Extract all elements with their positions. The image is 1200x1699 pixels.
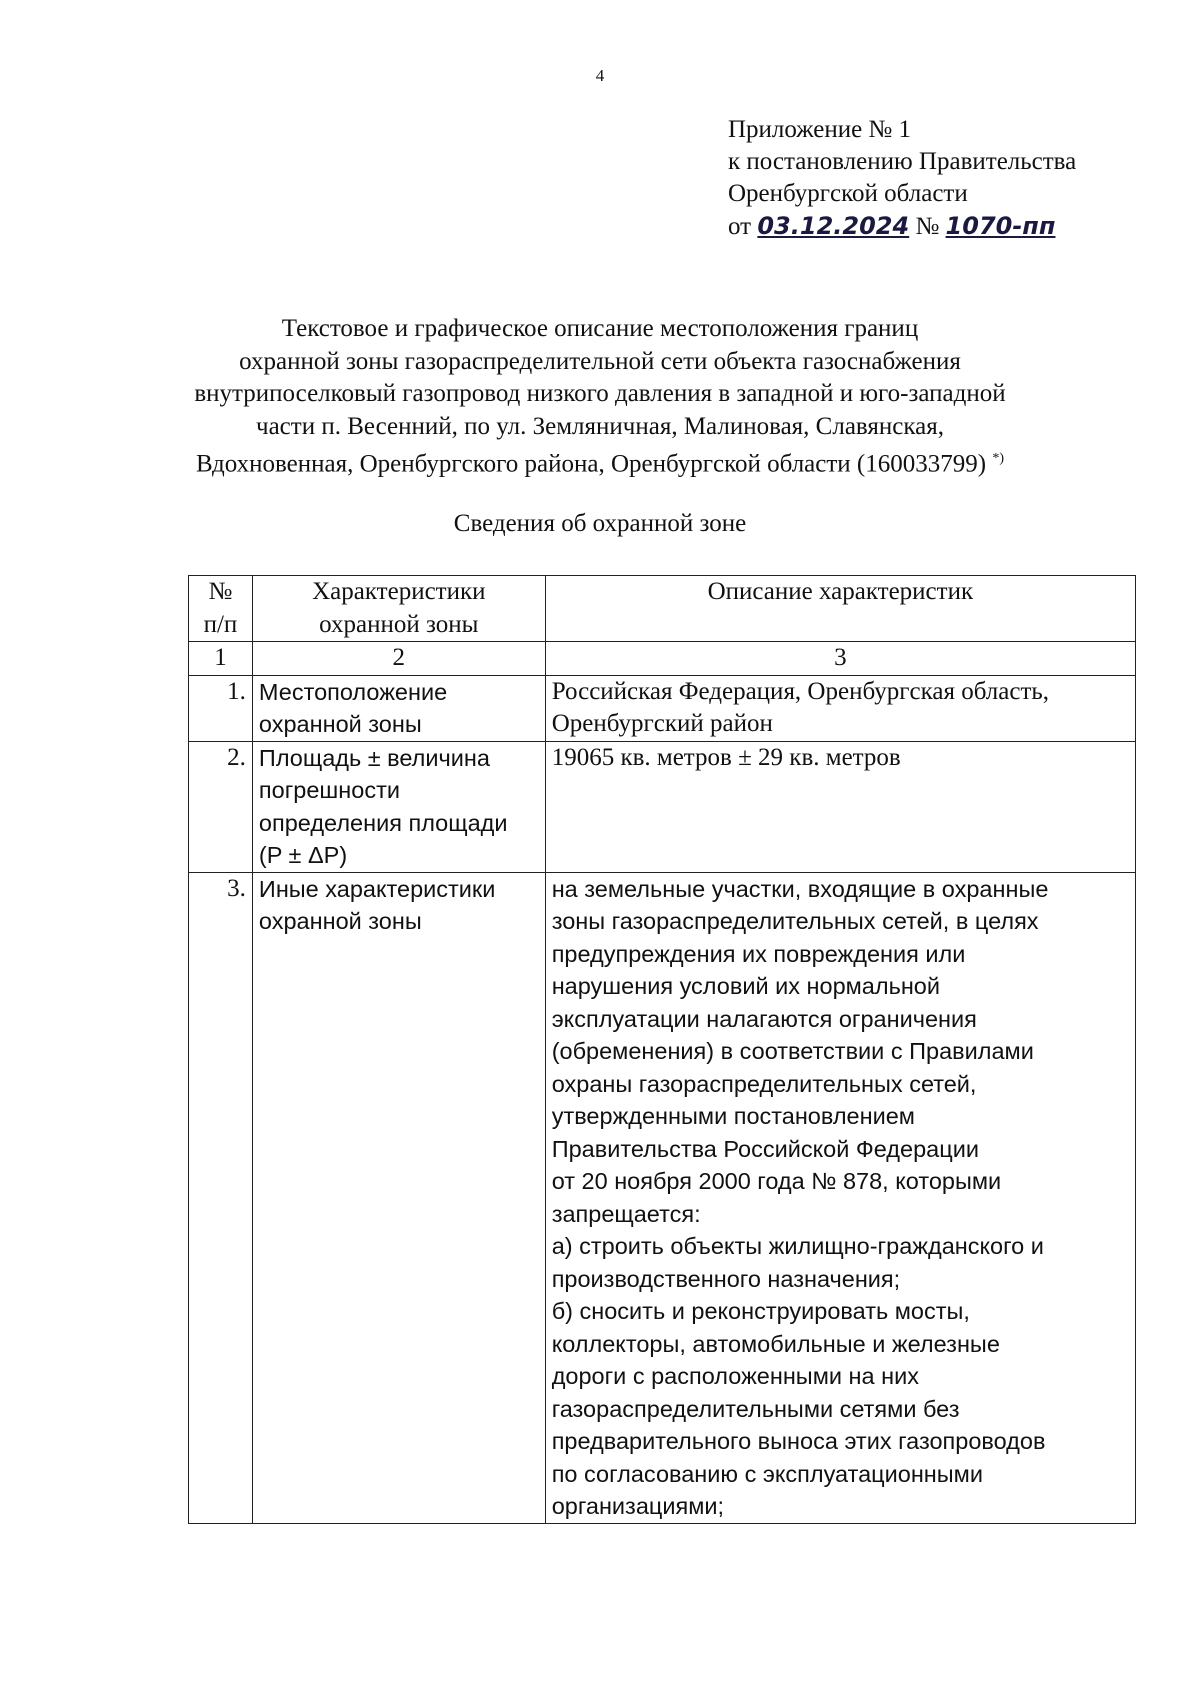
- title-line: части п. Весенний, по ул. Земляничная, Малиновая, Славянская,: [256, 412, 944, 440]
- text-line: Оренбургский район: [551, 710, 773, 737]
- handwritten-date: 03.12.2024: [757, 212, 910, 240]
- text-line: от 20 ноября 2000 года № 878, которыми: [551, 1168, 1002, 1194]
- text-line: предварительного выноса этих газопроводов: [551, 1428, 1046, 1454]
- table-row: [189, 872, 1136, 1523]
- row-characteristic: [252, 741, 545, 872]
- header-number-cell: [189, 576, 253, 642]
- text-line: по согласованию с эксплуатационными: [551, 1460, 983, 1487]
- title-line-text: Вдохновенная, Оренбургского района, Оренбургской области (160033799): [195, 450, 987, 478]
- text-line: погрешности: [258, 777, 400, 803]
- column-number: 2: [252, 642, 545, 676]
- text-line: 19065 кв. метров ± 29 кв. метров: [551, 743, 901, 771]
- row-number: 1.: [189, 675, 253, 741]
- row-number: 2.: [189, 741, 253, 872]
- section-title: Сведения об охранной зоне: [453, 510, 747, 537]
- number-prefix: №: [915, 213, 940, 240]
- column-number: 1: [189, 642, 253, 676]
- header-characteristics-cell: [252, 576, 545, 642]
- footnote-mark: *): [992, 451, 1005, 466]
- text-line: охраны газораспределительных сетей,: [551, 1070, 977, 1097]
- header-characteristics-line: охранной зоны: [319, 610, 479, 638]
- title-line: охранной зоны газораспределительной сети объекта газоснабжения: [239, 347, 961, 375]
- title-line-last: [150, 443, 1050, 481]
- text-line: Российская Федерация, Оренбургская область,: [551, 677, 1050, 705]
- appendix-line-resolution: к постановлению Правительства: [728, 148, 1077, 175]
- table-row: [189, 741, 1136, 872]
- text-line: запрещается:: [551, 1200, 701, 1227]
- document-title: [150, 313, 1050, 481]
- text-line: (P ± ΔP): [258, 842, 348, 868]
- appendix-block: [728, 114, 1076, 243]
- header-number-label: п/п: [203, 610, 238, 638]
- text-line: Правительства Российской Федерации: [551, 1135, 979, 1162]
- text-line: (обременения) в соответствии с Правилами: [551, 1038, 1034, 1064]
- date-prefix: от: [728, 213, 752, 240]
- handwritten-number: 1070-пп: [945, 212, 1056, 240]
- appendix-title: Приложение № 1: [728, 116, 912, 143]
- column-number: 3: [545, 642, 1135, 676]
- text-line: Местоположение: [258, 678, 448, 705]
- protection-zone-table: [188, 575, 1136, 1524]
- text-line: эксплуатации налагаются ограничения: [551, 1005, 977, 1032]
- text-line: на земельные участки, входящие в охранные: [551, 875, 1049, 902]
- table-row: [189, 675, 1136, 741]
- text-line: нарушения условий их нормальной: [551, 973, 940, 999]
- row-number: 3.: [189, 872, 253, 1523]
- text-line: определения площади: [258, 809, 508, 836]
- text-line: дороги с расположенными на них: [551, 1363, 919, 1389]
- header-characteristics-line: Характеристики: [312, 578, 486, 605]
- appendix-line-region: Оренбургской области: [728, 180, 968, 207]
- text-line: охранной зоны: [258, 908, 422, 934]
- row-characteristic: [252, 872, 545, 1523]
- text-line: Иные характеристики: [258, 875, 496, 902]
- text-line: зоны газораспределительных сетей, в целях: [551, 908, 1039, 934]
- header-description-cell: Описание характеристик: [545, 576, 1135, 642]
- text-line: охранной зоны: [258, 711, 422, 737]
- title-line: внутрипоселковый газопровод низкого давления в западной и юго-западной: [194, 380, 1006, 407]
- row-description: [545, 741, 1135, 872]
- text-line: предупреждения их повреждения или: [551, 940, 966, 967]
- text-line: газораспределительными сетями без: [551, 1395, 960, 1422]
- row-characteristic: [252, 675, 545, 741]
- table-header-row: [189, 576, 1136, 642]
- page-number: 4: [595, 66, 605, 85]
- text-line: производственного назначения;: [551, 1265, 901, 1292]
- text-line: б) сносить и реконструировать мосты,: [551, 1298, 970, 1324]
- header-number-symbol: №: [208, 578, 233, 605]
- text-line: а) строить объекты жилищно-гражданского и: [551, 1233, 1044, 1259]
- appendix-date-line: [728, 210, 1076, 243]
- column-numbering-row: [189, 642, 1136, 676]
- title-line: Текстовое и графическое описание местоположения границ: [281, 315, 919, 342]
- row-description: [545, 675, 1135, 741]
- text-line: Площадь ± величина: [258, 744, 490, 771]
- text-line: коллекторы, автомобильные и железные: [551, 1330, 1000, 1357]
- text-line: организациями;: [551, 1493, 725, 1519]
- row-description: [545, 872, 1135, 1523]
- text-line: утвержденными постановлением: [551, 1103, 915, 1129]
